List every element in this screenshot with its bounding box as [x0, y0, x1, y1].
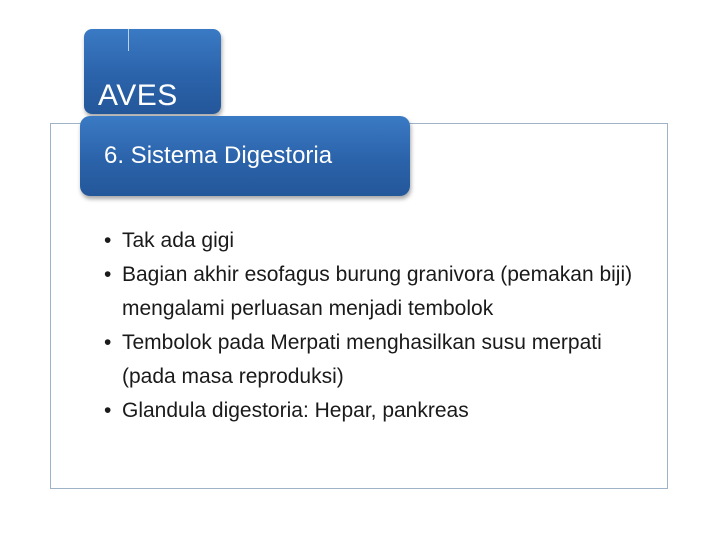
- bullet-list: [104, 224, 644, 428]
- bullet-text: Tak ada gigi: [122, 229, 235, 252]
- bullet-item: [104, 326, 644, 394]
- page-title: AVES: [98, 79, 178, 112]
- bullet-item: [104, 394, 644, 428]
- title-box: [84, 29, 221, 114]
- bullet-item: [104, 224, 644, 258]
- title-divider: [128, 29, 129, 51]
- bullet-text: Bagian akhir esofagus burung granivora (pemakan biji) mengalami perluasan menjadi tembolok: [122, 263, 633, 320]
- subtitle-box: [80, 116, 410, 196]
- bullet-text: Glandula digestoria: Hepar, pankreas: [122, 399, 469, 422]
- bullet-dot: •: [104, 399, 112, 422]
- bullet-text: Tembolok pada Merpati menghasilkan susu merpati (pada masa reproduksi): [122, 331, 602, 388]
- bullet-dot: •: [104, 331, 112, 354]
- bullet-dot: •: [104, 229, 112, 252]
- bullet-item: [104, 258, 644, 326]
- section-heading: 6. Sistema Digestoria: [104, 142, 333, 169]
- bullet-dot: •: [104, 263, 112, 286]
